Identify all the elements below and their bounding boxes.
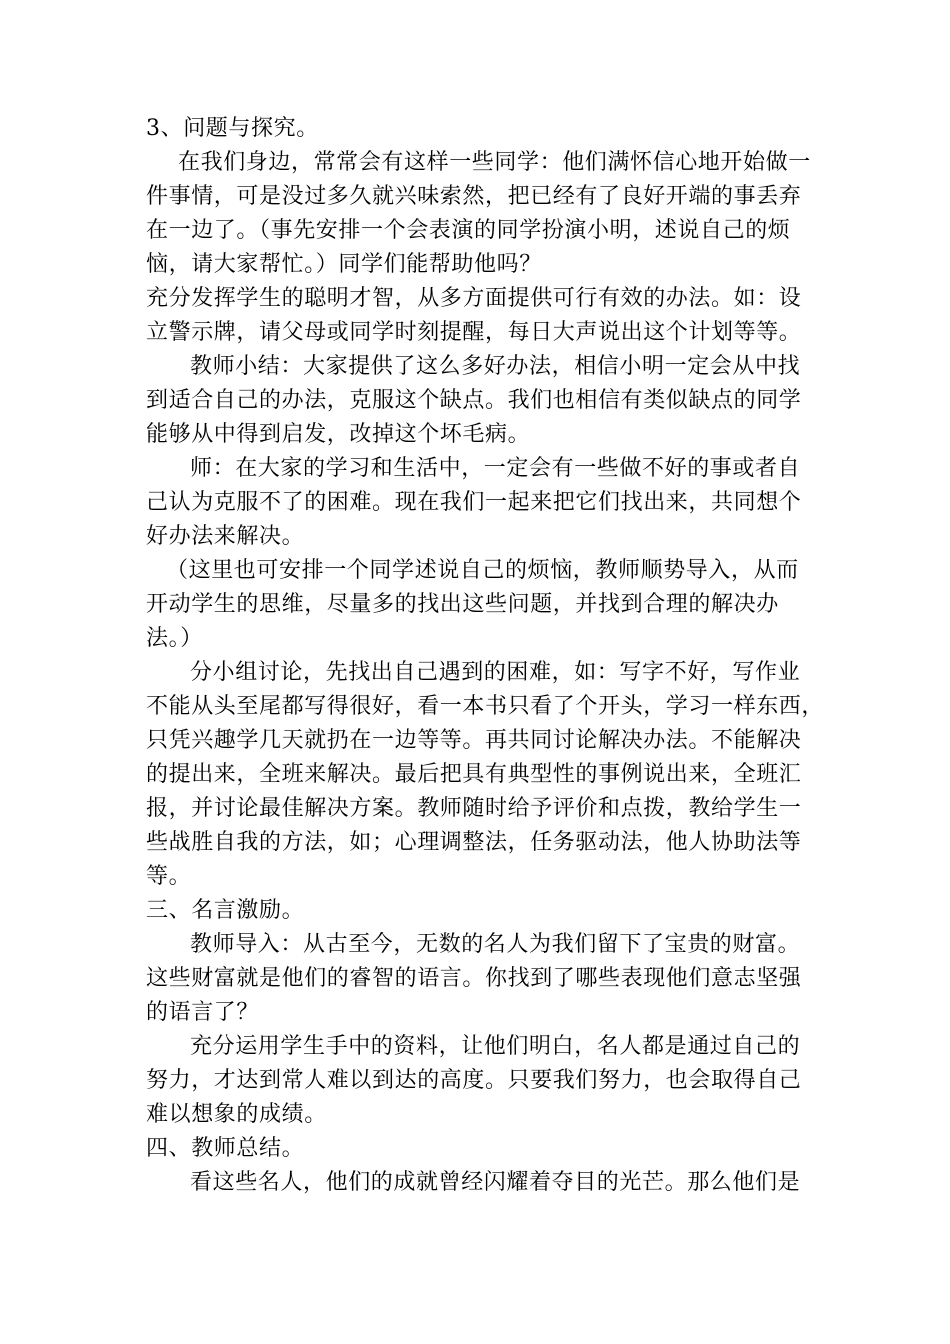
paragraph-line: 分小组讨论，先找出自己遇到的困难，如：写字不好，写作业: [190, 660, 801, 685]
paragraph-line: 件事情，可是没过多久就兴味索然，把已经有了良好开端的事丢弃: [146, 184, 802, 209]
paragraph-line: 在我们身边，常常会有这样一些同学：他们满怀信心地开始做一: [178, 150, 811, 175]
paragraph-line: 充分发挥学生的聪明才智，从多方面提供可行有效的办法。如：设: [146, 286, 802, 311]
paragraph-line: 教师导入：从古至今，无数的名人为我们留下了宝贵的财富。: [190, 932, 801, 957]
paragraph-line: 好办法来解决。: [146, 524, 305, 549]
paragraph-line: 的语言了？: [146, 1000, 260, 1025]
paragraph-line: 法。）: [146, 626, 203, 651]
paragraph-line: 报，并讨论最佳解决方案。教师随时给予评价和点拨，教给学生一: [146, 796, 802, 821]
paragraph-line: 等。: [146, 864, 192, 889]
paragraph-line: 难以想象的成绩。: [146, 1102, 327, 1127]
section-heading-summary: 四、教师总结。: [146, 1136, 305, 1161]
paragraph-line: 教师小结：大家提供了这么多好办法，相信小明一定会从中找: [190, 354, 801, 379]
paragraph-line: 看这些名人，他们的成就曾经闪耀着夺目的光芒。那么他们是: [190, 1170, 801, 1195]
section-heading-quotes: 三、名言激励。: [146, 898, 305, 923]
paragraph-line: 能够从中得到启发，改掉这个坏毛病。: [146, 422, 531, 447]
paragraph-line: 师：在大家的学习和生活中，一定会有一些做不好的事或者自: [190, 456, 801, 481]
paragraph-line: 不能从头至尾都写得很好，看一本书只看了个开头，学习一样东西，: [146, 694, 825, 719]
paragraph-line: 到适合自己的办法，克服这个缺点。我们也相信有类似缺点的同学: [146, 388, 802, 413]
paragraph-line: 努力，才达到常人难以到达的高度。只要我们努力，也会取得自己: [146, 1068, 802, 1093]
document-body: [146, 112, 825, 1200]
paragraph-line: 些战胜自我的方法，如；心理调整法，任务驱动法，他人协助法等: [146, 830, 802, 855]
paragraph-line: 开动学生的思维，尽量多的找出这些问题，并找到合理的解决办: [146, 592, 779, 617]
paragraph-line: 只凭兴趣学几天就扔在一边等等。再共同讨论解决办法。不能解决: [146, 728, 802, 753]
paragraph-line: 己认为克服不了的困难。现在我们一起来把它们找出来，共同想个: [146, 490, 802, 515]
section-heading-question: 3、问题与探究。: [146, 116, 319, 141]
paragraph-line: 恼，请大家帮忙。）同学们能帮助他吗？: [146, 252, 542, 277]
paragraph-line: 这些财富就是他们的睿智的语言。你找到了哪些表现他们意志坚强: [146, 966, 802, 991]
paragraph-line: 充分运用学生手中的资料，让他们明白，名人都是通过自己的: [190, 1034, 801, 1059]
paragraph-line: 在一边了。（事先安排一个会表演的同学扮演小明，述说自己的烦: [146, 218, 791, 243]
paragraph-line: 立警示牌，请父母或同学时刻提醒，每日大声说出这个计划等等。: [146, 320, 802, 345]
paragraph-line: （这里也可安排一个同学述说自己的烦恼，教师顺势导入，从而: [166, 558, 799, 583]
paragraph-line: 的提出来，全班来解决。最后把具有典型性的事例说出来，全班汇: [146, 762, 802, 787]
